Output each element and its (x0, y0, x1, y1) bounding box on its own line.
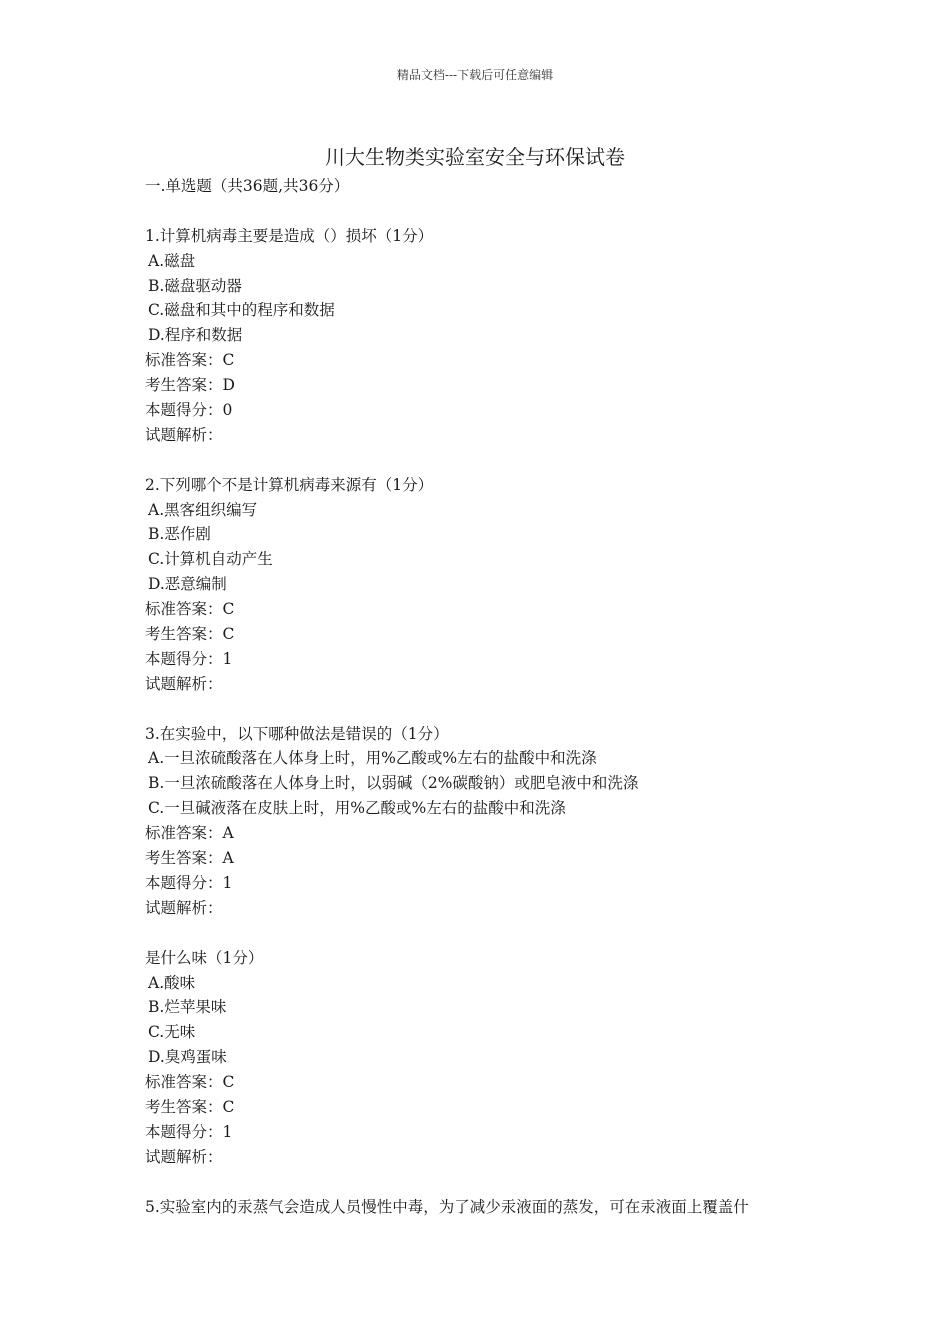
question-2 (145, 473, 845, 697)
question-score: 本题得分：0 (145, 401, 233, 420)
option-d: D.臭鸡蛋味 (148, 1048, 227, 1067)
option-d: D.恶意编制 (148, 575, 227, 594)
page-header-note: 精品文档---下载后可任意编辑 (396, 68, 554, 82)
question-score: 本题得分：1 (145, 873, 233, 892)
question-1 (145, 224, 845, 448)
option-b: B.磁盘驱动器 (148, 276, 242, 295)
option-a: A.酸味 (148, 973, 196, 992)
question-analysis: 试题解析： (145, 425, 223, 444)
student-answer: 考生答案：A (145, 849, 234, 868)
standard-answer: 标准答案：C (145, 600, 235, 619)
standard-answer: 标准答案：C (145, 351, 235, 370)
question-score: 本题得分：1 (145, 649, 233, 668)
standard-answer: 标准答案：A (145, 824, 234, 843)
option-c: C.无味 (148, 1023, 196, 1042)
question-stem: 1.计算机病毒主要是造成（）损坏（1分） (145, 226, 434, 245)
question-analysis: 试题解析： (145, 1147, 223, 1166)
option-b: B.一旦浓硫酸落在人体身上时，以弱碱（2%碳酸钠）或肥皂液中和洗涤 (148, 774, 639, 793)
question-stem: 2.下列哪个不是计算机病毒来源有（1分） (145, 475, 434, 494)
option-a: A.黑客组织编写 (148, 500, 258, 519)
section-heading: 一.单选题（共36题,共36分） (145, 177, 350, 195)
question-analysis: 试题解析： (145, 898, 223, 917)
standard-answer: 标准答案：C (145, 1073, 235, 1092)
option-a: A.一旦浓硫酸落在人体身上时，用%乙酸或%左右的盐酸中和洗涤 (148, 749, 597, 768)
question-analysis: 试题解析： (145, 674, 223, 693)
student-answer: 考生答案：C (145, 625, 235, 644)
option-d: D.程序和数据 (148, 326, 243, 345)
option-c: C.计算机自动产生 (148, 550, 273, 569)
student-answer: 考生答案：D (145, 376, 235, 395)
option-c: C.磁盘和其中的程序和数据 (148, 301, 335, 320)
option-a: A.磁盘 (148, 251, 196, 270)
question-stem: 是什么味（1分） (145, 948, 264, 967)
option-c: C.一旦碱液落在皮肤上时，用%乙酸或%左右的盐酸中和洗涤 (148, 799, 566, 818)
question-list (145, 174, 845, 1219)
question-stem: 3.在实验中，以下哪种做法是错误的（1分） (145, 724, 449, 743)
student-answer: 考生答案：C (145, 1097, 235, 1116)
option-b: B.烂苹果味 (148, 998, 227, 1017)
question-score: 本题得分：1 (145, 1122, 233, 1141)
question-5-stem: 5.实验室内的汞蒸气会造成人员慢性中毒，为了减少汞液面的蒸发，可在汞液面上覆盖什 (145, 1197, 749, 1216)
option-b: B.恶作剧 (148, 525, 211, 544)
question-4 (145, 946, 845, 1170)
document-title: 川大生物类实验室安全与环保试卷 (325, 145, 625, 169)
question-3 (145, 722, 845, 921)
